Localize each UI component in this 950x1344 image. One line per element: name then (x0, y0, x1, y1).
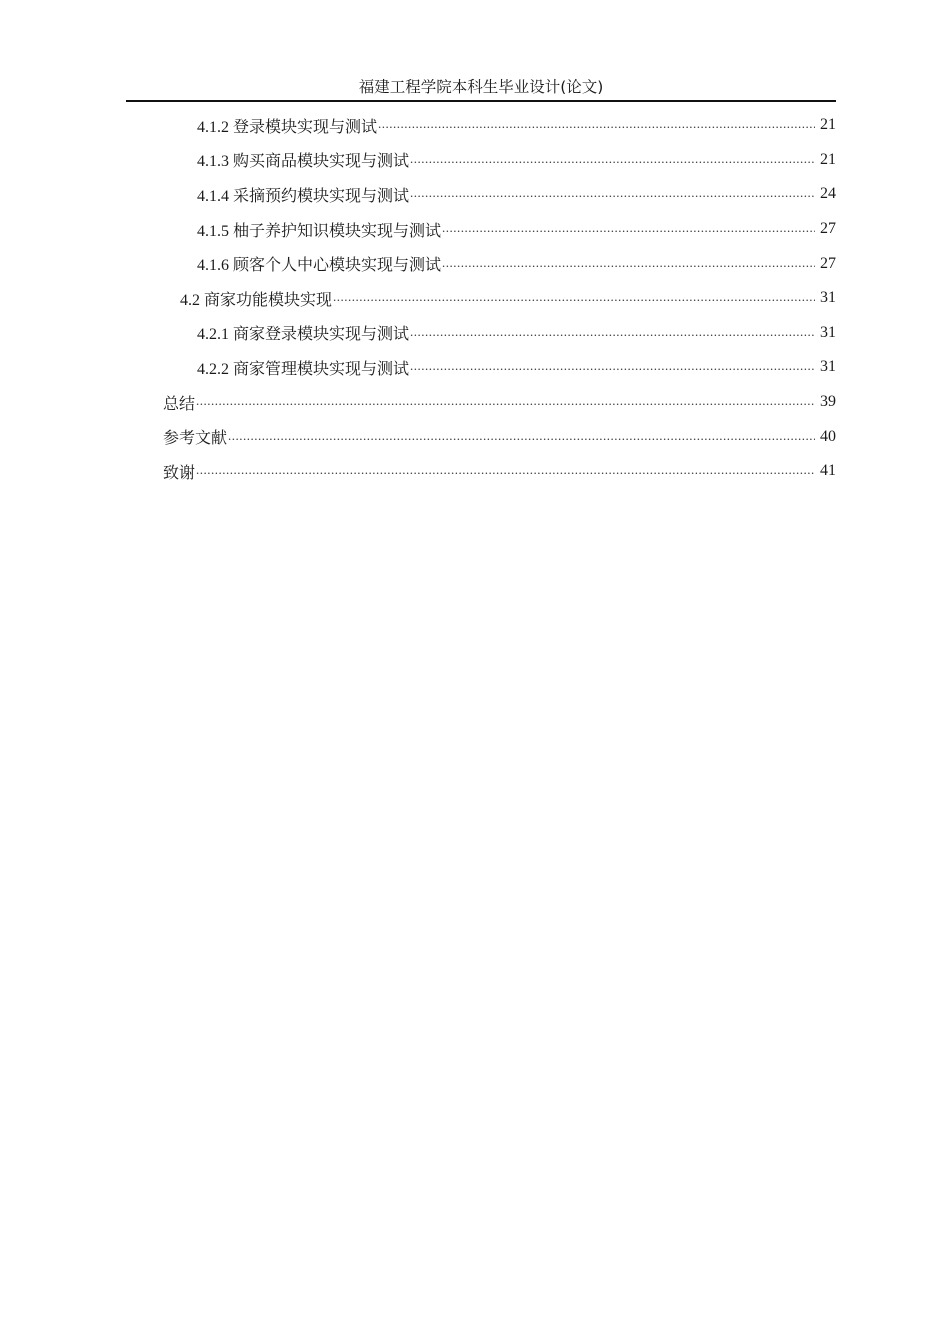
toc-dot-leader (196, 463, 815, 479)
toc-entry-title: 4.1.4 采摘预约模块实现与测试 (197, 187, 410, 205)
toc-entry-page: 40 (820, 427, 836, 445)
toc-entry-4-1-3[interactable] (0, 143, 950, 178)
toc-dot-leader (333, 290, 815, 306)
toc-entry-page: 21 (820, 116, 836, 134)
toc-entry-title: 4.2.2 商家管理模块实现与测试 (197, 360, 410, 378)
toc-dot-leader (228, 429, 815, 445)
toc-entry-title: 4.1.2 登录模块实现与测试 (197, 118, 378, 136)
toc-entry-4-2-1[interactable] (0, 316, 950, 351)
toc-entry-title: 总结 (163, 395, 196, 413)
toc-entry-4-1-2[interactable] (0, 108, 950, 143)
toc-entry-page: 39 (820, 393, 836, 411)
toc-entry-title: 4.1.6 顾客个人中心模块实现与测试 (197, 257, 442, 275)
toc-entry-title: 致谢 (163, 464, 196, 482)
toc-entry-title: 参考文献 (163, 430, 228, 448)
toc-dot-leader (410, 359, 815, 375)
toc-entry-page: 31 (820, 289, 836, 307)
toc-entry-page: 41 (820, 462, 836, 480)
toc-entry-references[interactable] (0, 419, 950, 454)
toc-dot-leader (378, 117, 815, 133)
toc-dot-leader (410, 325, 815, 341)
toc-entry-summary[interactable] (0, 385, 950, 420)
toc-entry-title: 4.1.3 购买商品模块实现与测试 (197, 153, 410, 171)
toc-entry-acknowledgements[interactable] (0, 454, 950, 489)
toc-dot-leader (410, 186, 815, 202)
toc-entry-4-1-4[interactable] (0, 177, 950, 212)
toc-entry-4-1-6[interactable] (0, 246, 950, 281)
toc-entry-page: 31 (820, 358, 836, 376)
page-header-title: 福建工程学院本科生毕业设计(论文) (358, 78, 604, 96)
toc-entry-title: 4.1.5 柚子养护知识模块实现与测试 (197, 222, 442, 240)
toc-entry-page: 21 (820, 150, 836, 168)
toc-entry-4-2-2[interactable] (0, 350, 950, 385)
toc-entry-page: 27 (820, 254, 836, 272)
toc-entry-page: 31 (820, 323, 836, 341)
toc-dot-leader (442, 256, 815, 272)
table-of-contents (0, 108, 950, 489)
toc-entry-page: 24 (820, 185, 836, 203)
toc-entry-4-1-5[interactable] (0, 212, 950, 247)
toc-dot-leader (196, 394, 815, 410)
toc-entry-4-2[interactable] (0, 281, 950, 316)
toc-entry-title: 4.2.1 商家登录模块实现与测试 (197, 326, 410, 344)
header-divider (126, 100, 836, 102)
toc-dot-leader (410, 152, 815, 168)
toc-entry-page: 27 (820, 220, 836, 238)
toc-entry-title: 4.2 商家功能模块实现 (180, 291, 333, 309)
toc-dot-leader (442, 221, 815, 237)
